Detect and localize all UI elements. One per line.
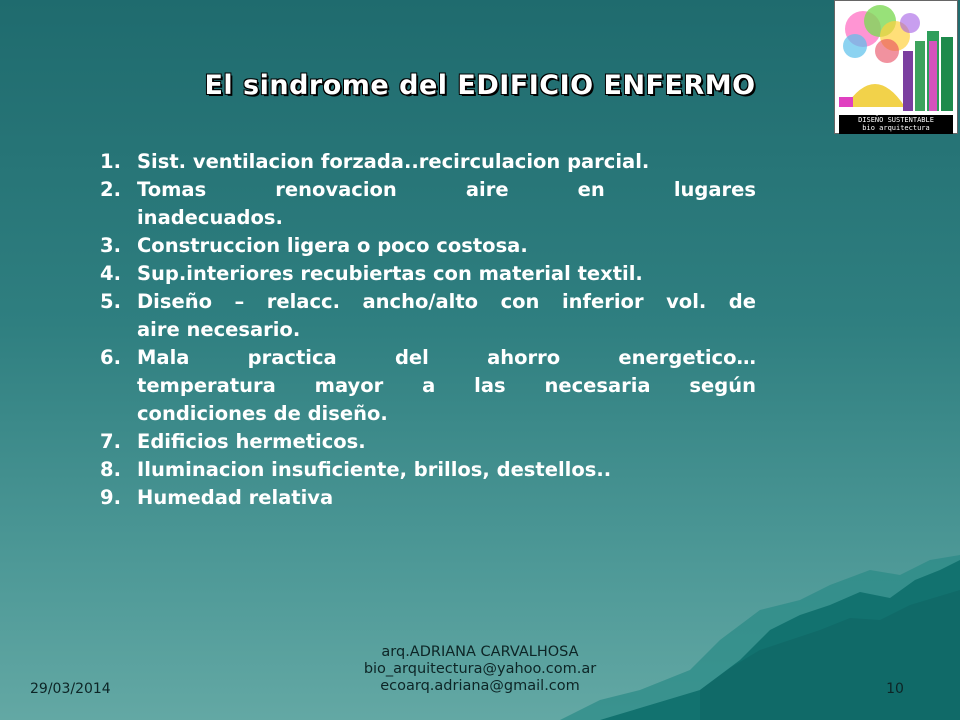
item-number: 5. xyxy=(100,290,121,313)
list-item xyxy=(100,288,756,344)
item-number: 3. xyxy=(100,234,121,257)
footer-author: arq.ADRIANA CARVALHOSA xyxy=(381,644,579,660)
item-number: 9. xyxy=(100,486,121,509)
item-text: Sist. ventilacion forzada..recirculacion parcial. xyxy=(137,150,650,173)
list-item xyxy=(100,232,756,260)
item-text: Edificios hermeticos. xyxy=(137,430,366,453)
list-item xyxy=(100,456,756,484)
footer-email-2: ecoarq.adriana@gmail.com xyxy=(380,678,580,694)
logo-line-1: DISEÑO SUSTENTABLE xyxy=(858,116,934,124)
item-text-line-3: condiciones de diseño. xyxy=(137,402,388,425)
footer-author-block xyxy=(300,644,660,695)
logo xyxy=(834,0,958,134)
footer-date: 29/03/2014 xyxy=(30,681,111,697)
item-number: 2. xyxy=(100,178,121,201)
list-item xyxy=(100,428,756,456)
item-text-line-2: aire necesario. xyxy=(137,318,301,341)
item-text: Humedad relativa xyxy=(137,486,334,509)
bio-architecture-logo-icon xyxy=(835,1,959,117)
page-number: 10 xyxy=(886,681,904,697)
item-number: 4. xyxy=(100,262,121,285)
logo-caption xyxy=(839,115,953,134)
item-number: 6. xyxy=(100,346,121,369)
list-item xyxy=(100,176,756,232)
item-text: Iluminacion insuficiente, brillos, destellos.. xyxy=(137,458,612,481)
item-number: 8. xyxy=(100,458,121,481)
item-text-line-1: Mala practica del ahorro energetico… xyxy=(137,346,756,369)
logo-line-2: bio arquitectura xyxy=(862,124,930,132)
item-number: 1. xyxy=(100,150,121,173)
item-text: Sup.interiores recubiertas con material textil. xyxy=(137,262,643,285)
bullet-list xyxy=(100,148,756,512)
footer-email-1: bio_arquitectura@yahoo.com.ar xyxy=(363,661,597,677)
item-text-line-1: Diseño – relacc. ancho/alto con inferior vol. de xyxy=(137,290,756,313)
slide-title: El sindrome del EDIFICIO ENFERMO xyxy=(204,70,756,101)
item-text-line-1: Tomas renovacion aire en lugares xyxy=(137,178,756,201)
list-item xyxy=(100,148,756,176)
list-item xyxy=(100,484,756,512)
item-number: 7. xyxy=(100,430,121,453)
item-text: Construccion ligera o poco costosa. xyxy=(137,234,528,257)
item-text-line-2: temperatura mayor a las necesaria según xyxy=(137,374,756,397)
item-text-line-2: inadecuados. xyxy=(137,206,283,229)
list-item xyxy=(100,344,756,428)
list-item xyxy=(100,260,756,288)
